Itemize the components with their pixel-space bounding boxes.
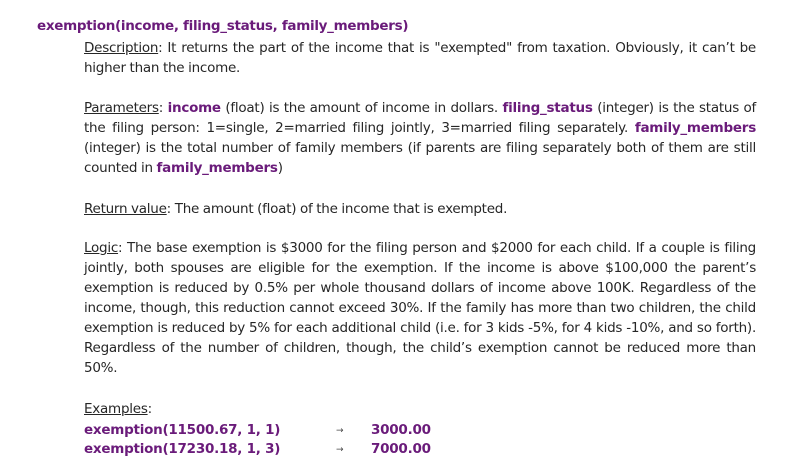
- parameters-text: :: [158, 100, 168, 116]
- example-call: exemption(17230.18, 1, 3): [84, 441, 281, 457]
- examples-heading: Examples: [84, 401, 148, 417]
- param-name-income: income: [167, 100, 221, 116]
- parameters-text: ): [277, 160, 283, 176]
- description-section: [84, 38, 756, 78]
- return-value-heading: Return value: [84, 201, 167, 217]
- return-value-section: [84, 199, 756, 219]
- example-call: exemption(11500.67, 1, 1): [84, 422, 281, 438]
- example-result: 7000.00: [371, 441, 431, 457]
- examples-heading-colon: :: [147, 401, 152, 417]
- examples-section: [84, 399, 756, 419]
- example-row: [84, 439, 684, 459]
- param-name-family-members: family_members: [156, 160, 278, 176]
- param-name-filing-status: filing_status: [502, 100, 593, 116]
- right-arrow-icon: →: [336, 426, 344, 436]
- parameters-text: (integer) is the status of the filing person: 1=single, 2=married filing jointly, 3=married filing separately.: [84, 100, 756, 136]
- example-result: 3000.00: [371, 422, 431, 438]
- function-signature: exemption(income, filing_status, family_members): [37, 18, 409, 34]
- description-heading: Description: [84, 40, 159, 56]
- logic-heading: Logic: [84, 240, 119, 256]
- parameters-text: (integer) is the total number of family members (if parents are filing separately both of them are still counted in: [84, 140, 756, 176]
- example-row: [84, 420, 684, 440]
- parameters-heading: Parameters: [84, 100, 159, 116]
- parameters-section: [84, 98, 756, 178]
- right-arrow-icon: →: [336, 445, 344, 455]
- description-text: : It returns the part of the income that is "exempted" from taxation. Obviously, it can’t be higher than the income.: [84, 40, 756, 76]
- logic-section: [84, 238, 756, 378]
- parameters-text: (float) is the amount of income in dollars.: [220, 100, 503, 116]
- return-value-text: : The amount (float) of the income that is exempted.: [166, 201, 508, 217]
- param-name-family-members: family_members: [634, 120, 756, 136]
- logic-text: : The base exemption is $3000 for the filing person and $2000 for each child. If a couple is filing jointly, both spouses are eligible for the exemption. If the income is above $100,000 the parent’s exemption is reduced by 0.5% per whole thousand dollars of income above 100K. Regardless of the income, though, this reduction cannot exceed 30%. If the family has more than two children, the child exemption is reduced by 5% for each additional child (i.e. for 3 kids -5%, for 4 kids -10%, and so forth). Regardless of the number of children, though, the child’s exemption cannot be reduced more than 50%.: [84, 240, 756, 376]
